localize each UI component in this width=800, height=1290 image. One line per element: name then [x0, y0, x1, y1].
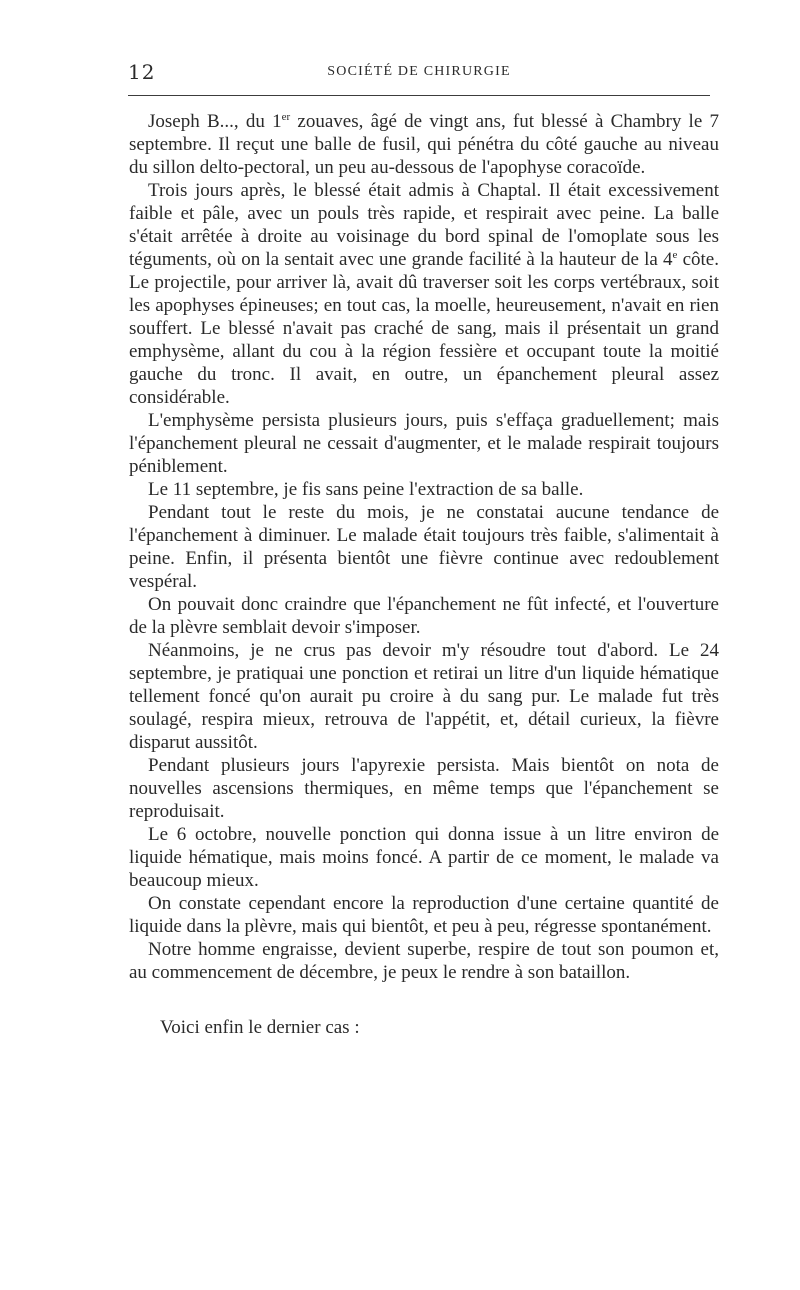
paragraph-case-intro: Joseph B..., du 1er zouaves, âgé de vingt ans, fut blessé à Chambry le 7 septembre. Il reçut une balle de fusil, qui pénétra du côté gauche au niveau du sillon delto-pectoral, un peu au-dessous de l'apophyse coracoïde. [129, 111, 719, 178]
page-number: 12 [128, 60, 156, 84]
paragraph-apyrexia: Pendant plusieurs jours l'apyrexie persista. Mais bientôt on nota de nouvelles ascensions thermiques, en même temps que l'épanchement se reproduisait. [129, 755, 719, 822]
paragraph-fever: Pendant tout le reste du mois, je ne constatai aucune tendance de l'épanchement à diminuer. Le malade était toujours très faible, s'alimentait à peine. Enfin, il présenta bientôt une fièvre continue avec redoublement vespéral. [129, 502, 719, 592]
superscript-e: e [672, 249, 678, 261]
running-title: SOCIÉTÉ DE CHIRURGIE [327, 64, 511, 79]
running-header [128, 58, 710, 86]
paragraph-regression: On constate cependant encore la reproduction d'une certaine quantité de liquide dans la plèvre, mais qui bientôt, et peu à peu, régresse spontanément. [129, 893, 719, 937]
superscript-er: er [281, 111, 291, 123]
paragraph-emphysema: L'emphysème persista plusieurs jours, puis s'effaça graduellement; mais l'épanchement pleural ne cessait d'augmenter, et le malade respirait toujours péniblement. [129, 410, 719, 477]
body-text [129, 110, 719, 1039]
paragraph-first-puncture: Néanmoins, je ne crus pas devoir m'y résoudre tout d'abord. Le 24 septembre, je pratiquai une ponction et retirai un litre d'un liquide hématique tellement foncé qu'on aurait pu croire à du sang pur. Le malade fut très soulagé, respira mieux, retrouva de l'appétit, et, détail curieux, la fièvre disparut aussitôt. [129, 640, 719, 753]
paragraph-infection-risk: On pouvait donc craindre que l'épanchement ne fût infecté, et l'ouverture de la plèvre semblait devoir s'imposer. [129, 594, 719, 638]
paragraph-admission: Trois jours après, le blessé était admis à Chaptal. Il était excessivement faible et pâle, avec un pouls très rapide, et respirait avec peine. La balle s'était arrêtée à droite au voisinage du bord spinal de l'omoplate sous les téguments, où on la sentait avec une grande facilité à la hauteur de la 4e côte. Le projectile, pour arriver là, avait dû traverser soit les corps vertébraux, soit les apophyses épineuses; en tout cas, la moelle, heureusement, n'avait en rien souffert. Le blessé n'avait pas craché de sang, mais il présentait un grand emphysème, allant du cou à la région fessière et occupant toute la moitié gauche du tronc. Il avait, en outre, un épanchement pleural assez considérable. [129, 180, 719, 408]
paragraph-extraction: Le 11 septembre, je fis sans peine l'extraction de sa balle. [148, 479, 584, 500]
paragraph-recovery: Notre homme engraisse, devient superbe, respire de tout son poumon et, au commencement de décembre, je peux le rendre à son bataillon. [129, 939, 719, 983]
paragraph-second-puncture: Le 6 octobre, nouvelle ponction qui donna issue à un litre environ de liquide hématique, mais moins foncé. A partir de ce moment, le malade va beaucoup mieux. [129, 824, 719, 891]
closing-line: Voici enfin le dernier cas : [160, 1017, 360, 1038]
header-rule [128, 95, 710, 96]
